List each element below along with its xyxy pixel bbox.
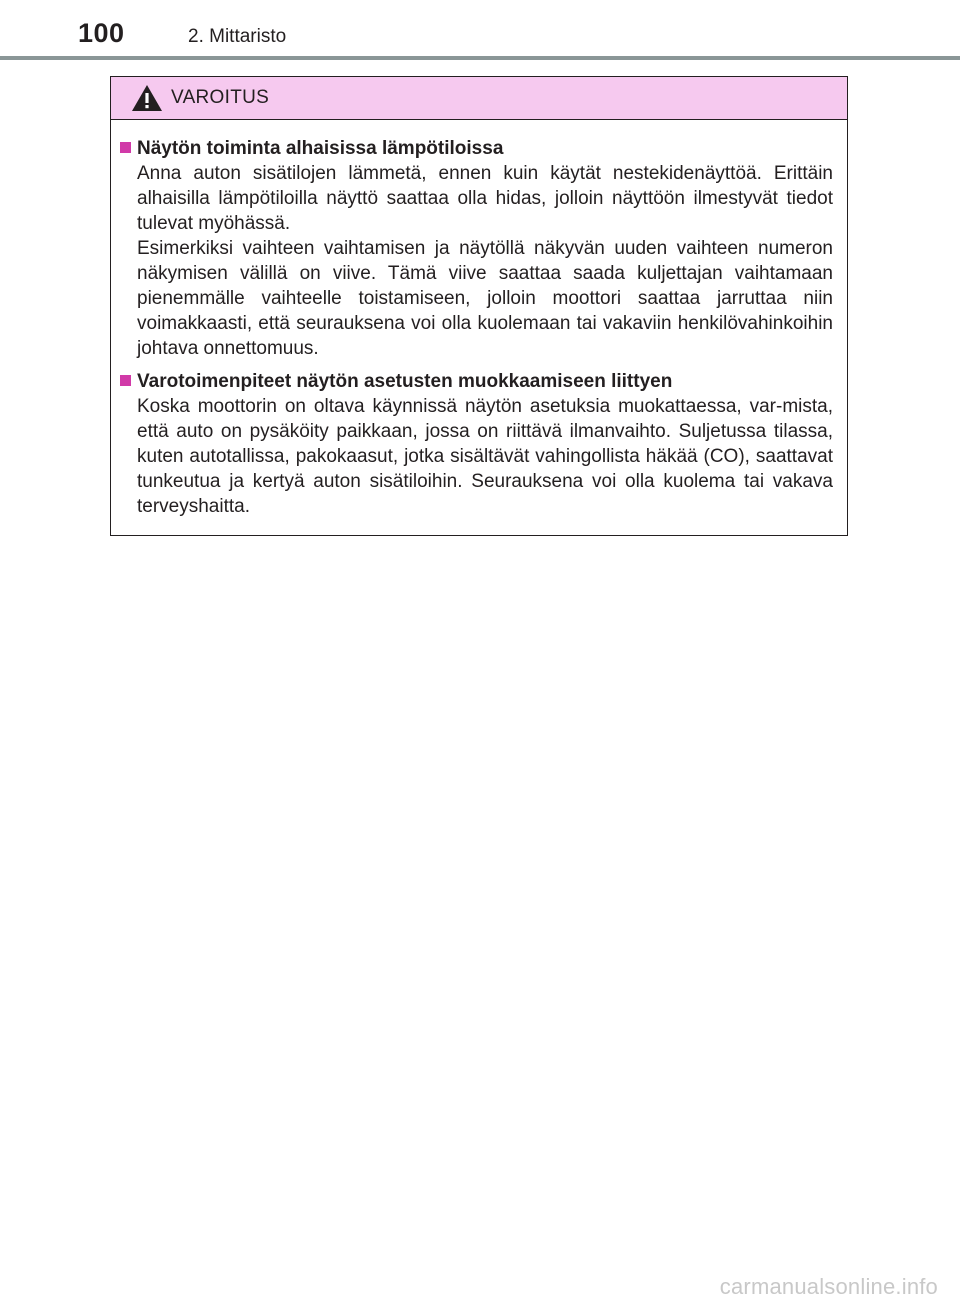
section-heading-text: Näytön toiminta alhaisissa lämpötiloissa <box>137 138 504 159</box>
square-bullet-icon <box>120 142 131 153</box>
section-text <box>118 394 833 519</box>
watermark: carmanualsonline.info <box>719 1274 938 1299</box>
warning-box <box>110 76 848 536</box>
chapter-title: 2. Mittaristo <box>188 26 287 47</box>
warning-title: VAROITUS <box>171 87 270 108</box>
section-heading-text: Varotoimenpiteet näytön asetusten muokkaamiseen liittyen <box>137 371 673 392</box>
warning-triangle-icon <box>131 84 163 112</box>
section-text <box>118 161 833 361</box>
paragraph: Koska moottorin on oltava käynnissä näytön asetuksia muokattaessa, var-mista, että auto on pysäköity paikkaan, jossa on riittävä ilmanvaihto. Suljetussa tilassa, kuten autotallissa, pakokaasut, jotka sisältävät vahingollista häkää (CO), saattavat tunkeutua ja kertyä auton sisätiloihin. Seurauksena voi olla kuolema tai vakava terveyshaitta. <box>137 396 833 517</box>
header-divider <box>0 56 960 60</box>
warning-section <box>118 136 833 361</box>
warning-section <box>118 369 833 519</box>
warning-body <box>111 120 847 519</box>
section-heading <box>118 369 833 394</box>
square-bullet-icon <box>120 375 131 386</box>
paragraph: Anna auton sisätilojen lämmetä, ennen kuin käytät nestekidenäyttöä. Erittäin alhaisilla lämpötiloilla näyttö saattaa olla hidas, jolloin näyttöön ilmestyvät tiedot tulevat myöhässä. <box>137 163 833 234</box>
warning-header <box>111 77 847 120</box>
page-number: 100 <box>78 18 125 48</box>
section-heading <box>118 136 833 161</box>
paragraph: Esimerkiksi vaihteen vaihtamisen ja näytöllä näkyvän uuden vaihteen numeron näkymisen välillä on viive. Tämä viive saattaa saada kuljettajan vaihtamaan pienemmälle vaihteelle toistamiseen, jolloin moottori saattaa jarruttaa niin voimakkaasti, että seurauksena voi olla kuolemaan tai vakaviin henkilövahinkoihin johtava onnettomuus. <box>137 238 833 359</box>
page-header <box>0 0 960 60</box>
